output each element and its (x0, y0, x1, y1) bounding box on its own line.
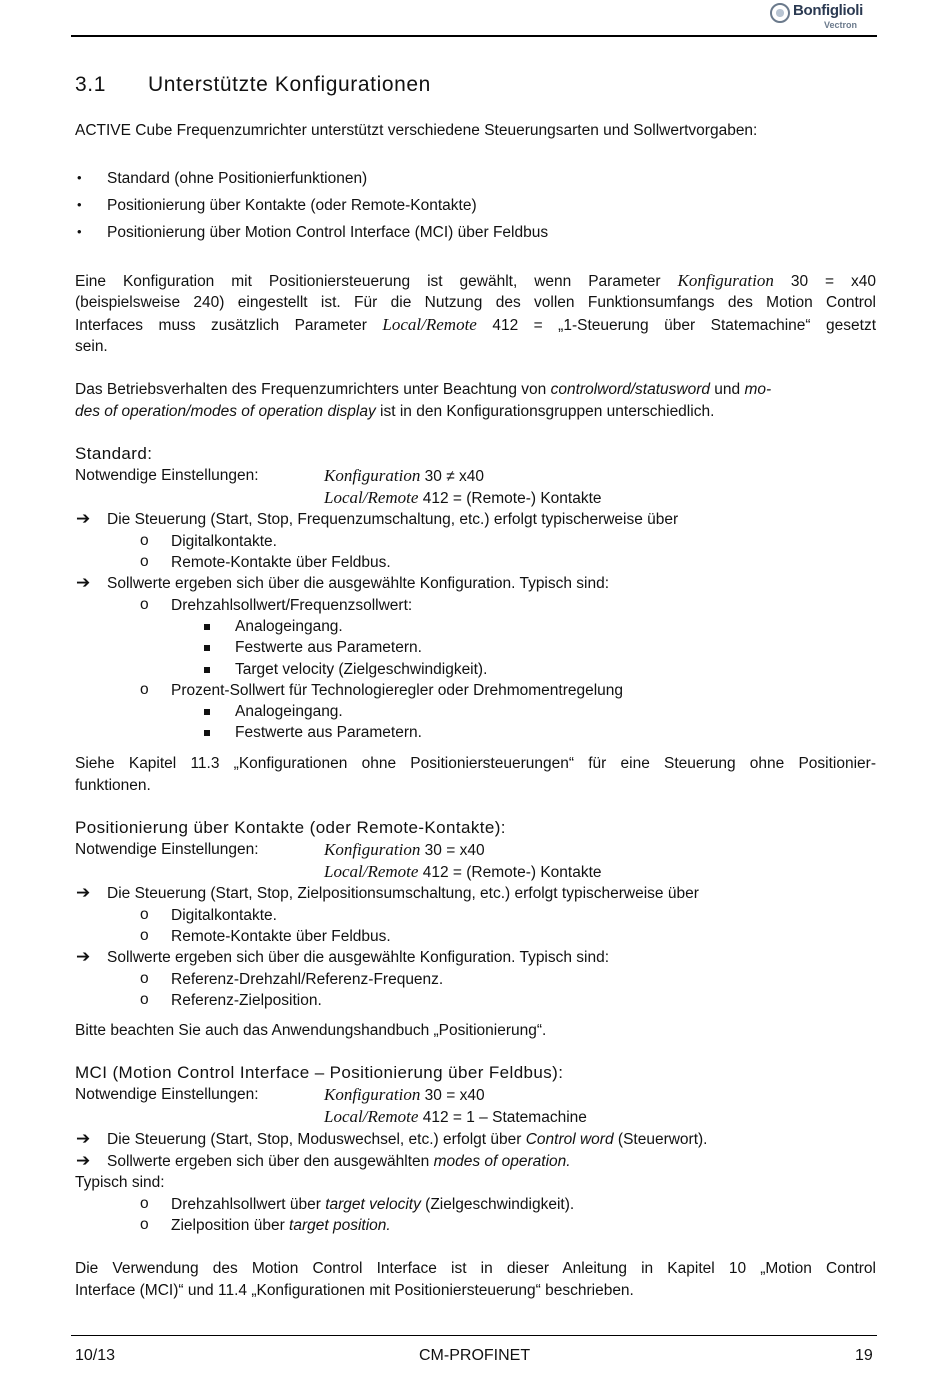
sub-sub-item: Analogeingang. (235, 618, 343, 635)
circle-bullet-icon: o (140, 532, 149, 549)
arrow-item: Die Steuerung (Start, Stop, Moduswechsel, etc.) erfolgt über Control word (Steuerwort). (107, 1131, 708, 1148)
footer-date: 10/13 (75, 1347, 116, 1364)
arrow-item: Sollwerte ergeben sich über den ausgewählten modes of operation. (107, 1153, 571, 1170)
section-number: 3.1 (75, 73, 106, 96)
para1-line: (beispielsweise 240) eingestellt ist. Für die Nutzung des vollen Funktionsumfangs des Motion Control (75, 294, 876, 311)
kontakte-title: Positionierung über Kontakte (oder Remote-Kontakte): (75, 818, 506, 837)
header-rule (71, 35, 877, 37)
section-title: Unterstützte Konfigurationen (148, 73, 431, 96)
sub-item: Prozent-Sollwert für Technologieregler oder Drehmomentregelung (171, 682, 624, 699)
arrow-item: Sollwerte ergeben sich über die ausgewählte Konfiguration. Typisch sind: (107, 575, 610, 592)
circle-bullet-icon: o (140, 553, 149, 570)
setting-line: Local/Remote 412 = (Remote-) Kontakte (324, 862, 602, 881)
see-chapter-line: funktionen. (75, 777, 151, 794)
para2-line: Das Betriebsverhalten des Frequenzumrichters unter Beachtung von controlword/statusword und mo- (75, 381, 772, 398)
circle-bullet-icon: o (140, 970, 149, 987)
sub-sub-item: Analogeingang. (235, 703, 343, 720)
footer-doc: CM-PROFINET (419, 1347, 531, 1364)
setting-line: Local/Remote 412 = (Remote-) Kontakte (324, 488, 602, 507)
para1-line: Interfaces muss zusätzlich Parameter Local/Remote 412 = „1-Steuerung über Statemachine“ gesetzt (75, 315, 877, 334)
settings-label: Notwendige Einstellungen: (75, 841, 259, 858)
para2-line: des of operation/modes of operation display ist in den Konfigurationsgruppen unterschiedlich. (75, 403, 715, 420)
circle-bullet-icon: o (140, 991, 149, 1008)
arrow-item: Die Steuerung (Start, Stop, Zielpositionsumschaltung, etc.) erfolgt typischerweise über (107, 885, 699, 902)
mci-title: MCI (Motion Control Interface – Positionierung über Feldbus): (75, 1063, 564, 1082)
setting-line: Konfiguration 30 = x40 (324, 840, 485, 859)
bullet-item: Standard (ohne Positionierfunktionen) (107, 170, 368, 187)
circle-bullet-icon: o (140, 1195, 149, 1212)
param-konfiguration: Konfiguration (677, 271, 774, 290)
circle-bullet-icon: o (140, 681, 149, 698)
logo-mark-icon (770, 3, 790, 23)
circle-bullet-icon: o (140, 596, 149, 613)
note-line: Bitte beachten Sie auch das Anwendungshandbuch „Positionierung“. (75, 1022, 547, 1039)
setting-line: Konfiguration 30 = x40 (324, 1085, 485, 1104)
logo-sub: Vectron (824, 20, 858, 30)
bullet-icon: • (77, 224, 82, 239)
section-heading (75, 73, 431, 97)
bullet-icon: • (77, 197, 82, 212)
sub-item: Digitalkontakte. (171, 533, 277, 550)
bullet-item: Positionierung über Kontakte (oder Remote-Kontakte) (107, 197, 477, 214)
sub-sub-item: Target velocity (Zielgeschwindigkeit). (235, 661, 488, 678)
arrow-item: Sollwerte ergeben sich über die ausgewählte Konfiguration. Typisch sind: (107, 949, 610, 966)
sub-item: Digitalkontakte. (171, 907, 277, 924)
sub-item: Remote-Kontakte über Feldbus. (171, 554, 391, 571)
square-bullet-icon (204, 667, 210, 673)
square-bullet-icon (204, 709, 210, 715)
circle-bullet-icon: o (140, 1216, 149, 1233)
square-bullet-icon (204, 645, 210, 651)
intro-text: ACTIVE Cube Frequenzumrichter unterstützt verschiedene Steuerungsarten und Sollwertvorgaben: (75, 122, 758, 139)
closing-line: Die Verwendung des Motion Control Interface ist in dieser Anleitung in Kapitel 10 „Motion Control (75, 1260, 876, 1277)
arrow-icon: ➔ (76, 883, 91, 902)
setting-line: Konfiguration 30 ≠ x40 (324, 466, 485, 485)
settings-label: Notwendige Einstellungen: (75, 467, 259, 484)
page-number: 19 (855, 1347, 873, 1364)
sub-item: Referenz-Drehzahl/Referenz-Frequenz. (171, 971, 444, 988)
bullet-icon: • (77, 170, 82, 185)
sub-sub-item: Festwerte aus Parametern. (235, 724, 422, 741)
param-local-remote: Local/Remote (382, 315, 477, 334)
see-chapter-line: Siehe Kapitel 11.3 „Konfigurationen ohne Positioniersteuerungen“ für eine Steuerung ohne Positionier- (75, 755, 876, 772)
closing-line: Interface (MCI)“ und 11.4 „Konfigurationen mit Positioniersteuerung“ beschrieben. (75, 1282, 634, 1299)
para1-line: Eine Konfiguration mit Positioniersteuerung ist gewählt, wenn Parameter Konfiguration 30 = x40 (75, 271, 876, 290)
circle-bullet-icon: o (140, 927, 149, 944)
sub-item: Zielposition über target position. (171, 1217, 391, 1234)
arrow-icon: ➔ (76, 509, 91, 528)
sub-item: Drehzahlsollwert über target velocity (Zielgeschwindigkeit). (171, 1196, 575, 1213)
footer-rule (71, 1335, 877, 1336)
setting-line: Local/Remote 412 = 1 – Statemachine (324, 1107, 587, 1126)
logo-brand: Bonfiglioli (793, 2, 864, 19)
circle-bullet-icon: o (140, 906, 149, 923)
arrow-icon: ➔ (76, 947, 91, 966)
typical-label: Typisch sind: (75, 1174, 165, 1191)
standard-title: Standard: (75, 444, 153, 463)
arrow-icon: ➔ (76, 573, 91, 592)
arrow-icon: ➔ (76, 1151, 91, 1170)
sub-item: Referenz-Zielposition. (171, 992, 322, 1009)
arrow-icon: ➔ (76, 1129, 91, 1148)
bullet-item: Positionierung über Motion Control Interface (MCI) über Feldbus (107, 224, 549, 241)
sub-item: Drehzahlsollwert/Frequenzsollwert: (171, 597, 413, 614)
para1-line: sein. (75, 338, 108, 355)
settings-label: Notwendige Einstellungen: (75, 1086, 259, 1103)
arrow-item: Die Steuerung (Start, Stop, Frequenzumschaltung, etc.) erfolgt typischerweise über (107, 511, 679, 528)
sub-item: Remote-Kontakte über Feldbus. (171, 928, 391, 945)
square-bullet-icon (204, 730, 210, 736)
sub-sub-item: Festwerte aus Parametern. (235, 639, 422, 656)
bonfiglioli-logo (770, 2, 880, 32)
square-bullet-icon (204, 624, 210, 630)
